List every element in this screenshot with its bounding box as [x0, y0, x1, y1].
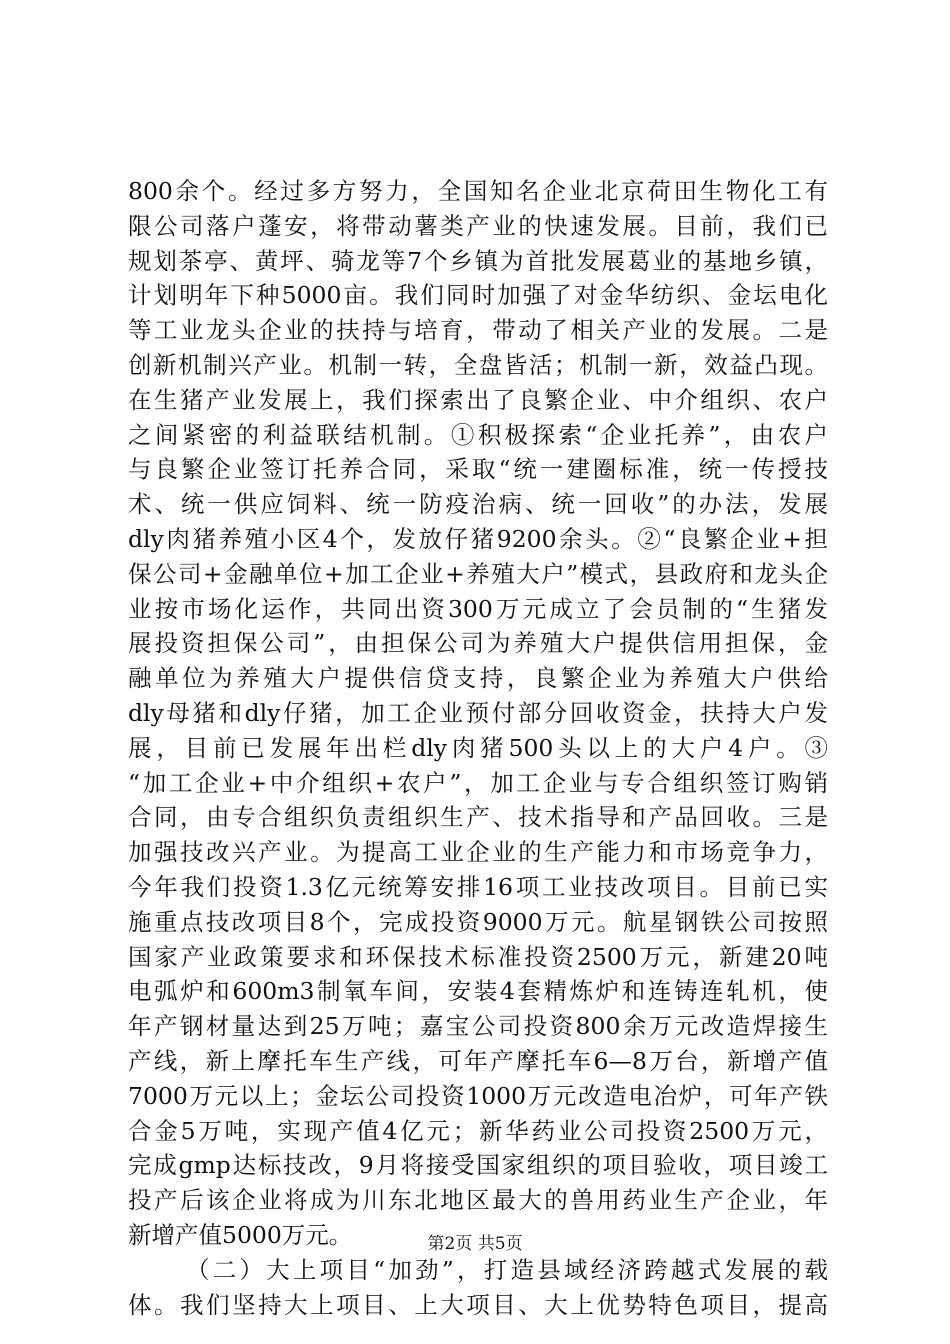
text-line: 施重点技改项目8个，完成投资9000万元。航星钢铁公司按照	[128, 907, 828, 936]
text-line: 创新机制兴产业。机制一转，全盘皆活；机制一新，效益凸现。	[128, 350, 828, 379]
text-line: 等工业龙头企业的扶持与培育，带动了相关产业的发展。二是	[128, 316, 828, 345]
text-line: 800余个。经过多方努力，全国知名企业北京荷田生物化工有	[128, 177, 828, 205]
text-line: 今年我们投资1.3亿元统筹安排16项工业技改项目。目前已实	[128, 872, 828, 901]
text-line: 电弧炉和600m3制氧车间，安装4套精炼炉和连铸连轧机，使	[128, 977, 828, 1006]
text-line: 国家产业政策要求和环保技术标准投资2500万元，新建20吨	[128, 942, 828, 971]
text-line: dly肉猪养殖小区4个，发放仔猪9200余头。②“良繁企业+担	[128, 524, 828, 553]
text-line: 合同，由专合组织负责组织生产、技术指导和产品回收。三是	[128, 803, 828, 832]
text-line: 与良繁企业签订托养合同，采取“统一建圈标准，统一传授技	[128, 455, 828, 484]
text-line: 展，目前已发展年出栏dly肉猪500头以上的大户4户。③	[128, 733, 828, 762]
text-line: 体。我们坚持大上项目、上大项目、大上优势特色项目，提高	[128, 1290, 828, 1319]
text-line: 在生猪产业发展上，我们探索出了良繁企业、中介组织、农户	[128, 385, 828, 414]
text-line: 完成gmp达标技改，9月将接受国家组织的项目验收，项目竣工	[128, 1151, 828, 1180]
text-line: 年产钢材量达到25万吨；嘉宝公司投资800余万元改造焊接生	[128, 1012, 828, 1041]
text-line: 规划茶亭、黄坪、骑龙等7个乡镇为首批发展葛业的基地乡镇，	[128, 246, 828, 275]
text-line: 合金5万吨，实现产值4亿元；新华药业公司投资2500万元，	[128, 1116, 828, 1145]
text-line: 限公司落户蓬安，将带动薯类产业的快速发展。目前，我们已	[128, 211, 828, 240]
text-line: 7000万元以上；金坛公司投资1000万元改造电冶炉，可年产铁	[128, 1081, 828, 1110]
text-line: 之间紧密的利益联结机制。①积极探索“企业托养”，由农户	[128, 420, 828, 449]
text-line: dly母猪和dly仔猪，加工企业预付部分回收资金，扶持大户发	[128, 698, 828, 727]
text-line: 加强技改兴产业。为提高工业企业的生产能力和市场竞争力，	[128, 838, 828, 867]
paragraph	[128, 1253, 828, 1323]
text-line: 产线，新上摩托车生产线，可年产摩托车6—8万台，新增产值	[128, 1046, 828, 1075]
page-footer: 第2页 共5页	[427, 1234, 523, 1254]
text-line: 保公司+金融单位+加工企业+养殖大户”模式，县政府和龙头企	[128, 559, 828, 588]
text-line: 融单位为养殖大户提供信贷支持，良繁企业为养殖大户供给	[128, 664, 828, 693]
text-line: 新增产值5000万元。	[128, 1220, 353, 1249]
text-line: 投产后该企业将成为川东北地区最大的兽用药业生产企业，年	[128, 1186, 828, 1215]
text-line: 展投资担保公司”，由担保公司为养殖大户提供信用担保，金	[128, 629, 828, 658]
text-line: 术、统一供应饲料、统一防疫治病、统一回收”的办法，发展	[128, 490, 828, 519]
body-text	[128, 174, 828, 1322]
text-line: 计划明年下种5000亩。我们同时加强了对金华纺织、金坛电化	[128, 281, 828, 310]
paragraph	[128, 174, 828, 1253]
text-line: （二）大上项目“加劲”，打造县域经济跨越式发展的载	[186, 1255, 828, 1284]
text-line: “加工企业+中介组织+农户”，加工企业与专合组织签订购销	[128, 768, 828, 797]
text-line: 业按市场化运作，共同出资300万元成立了会员制的“生猪发	[128, 594, 828, 623]
